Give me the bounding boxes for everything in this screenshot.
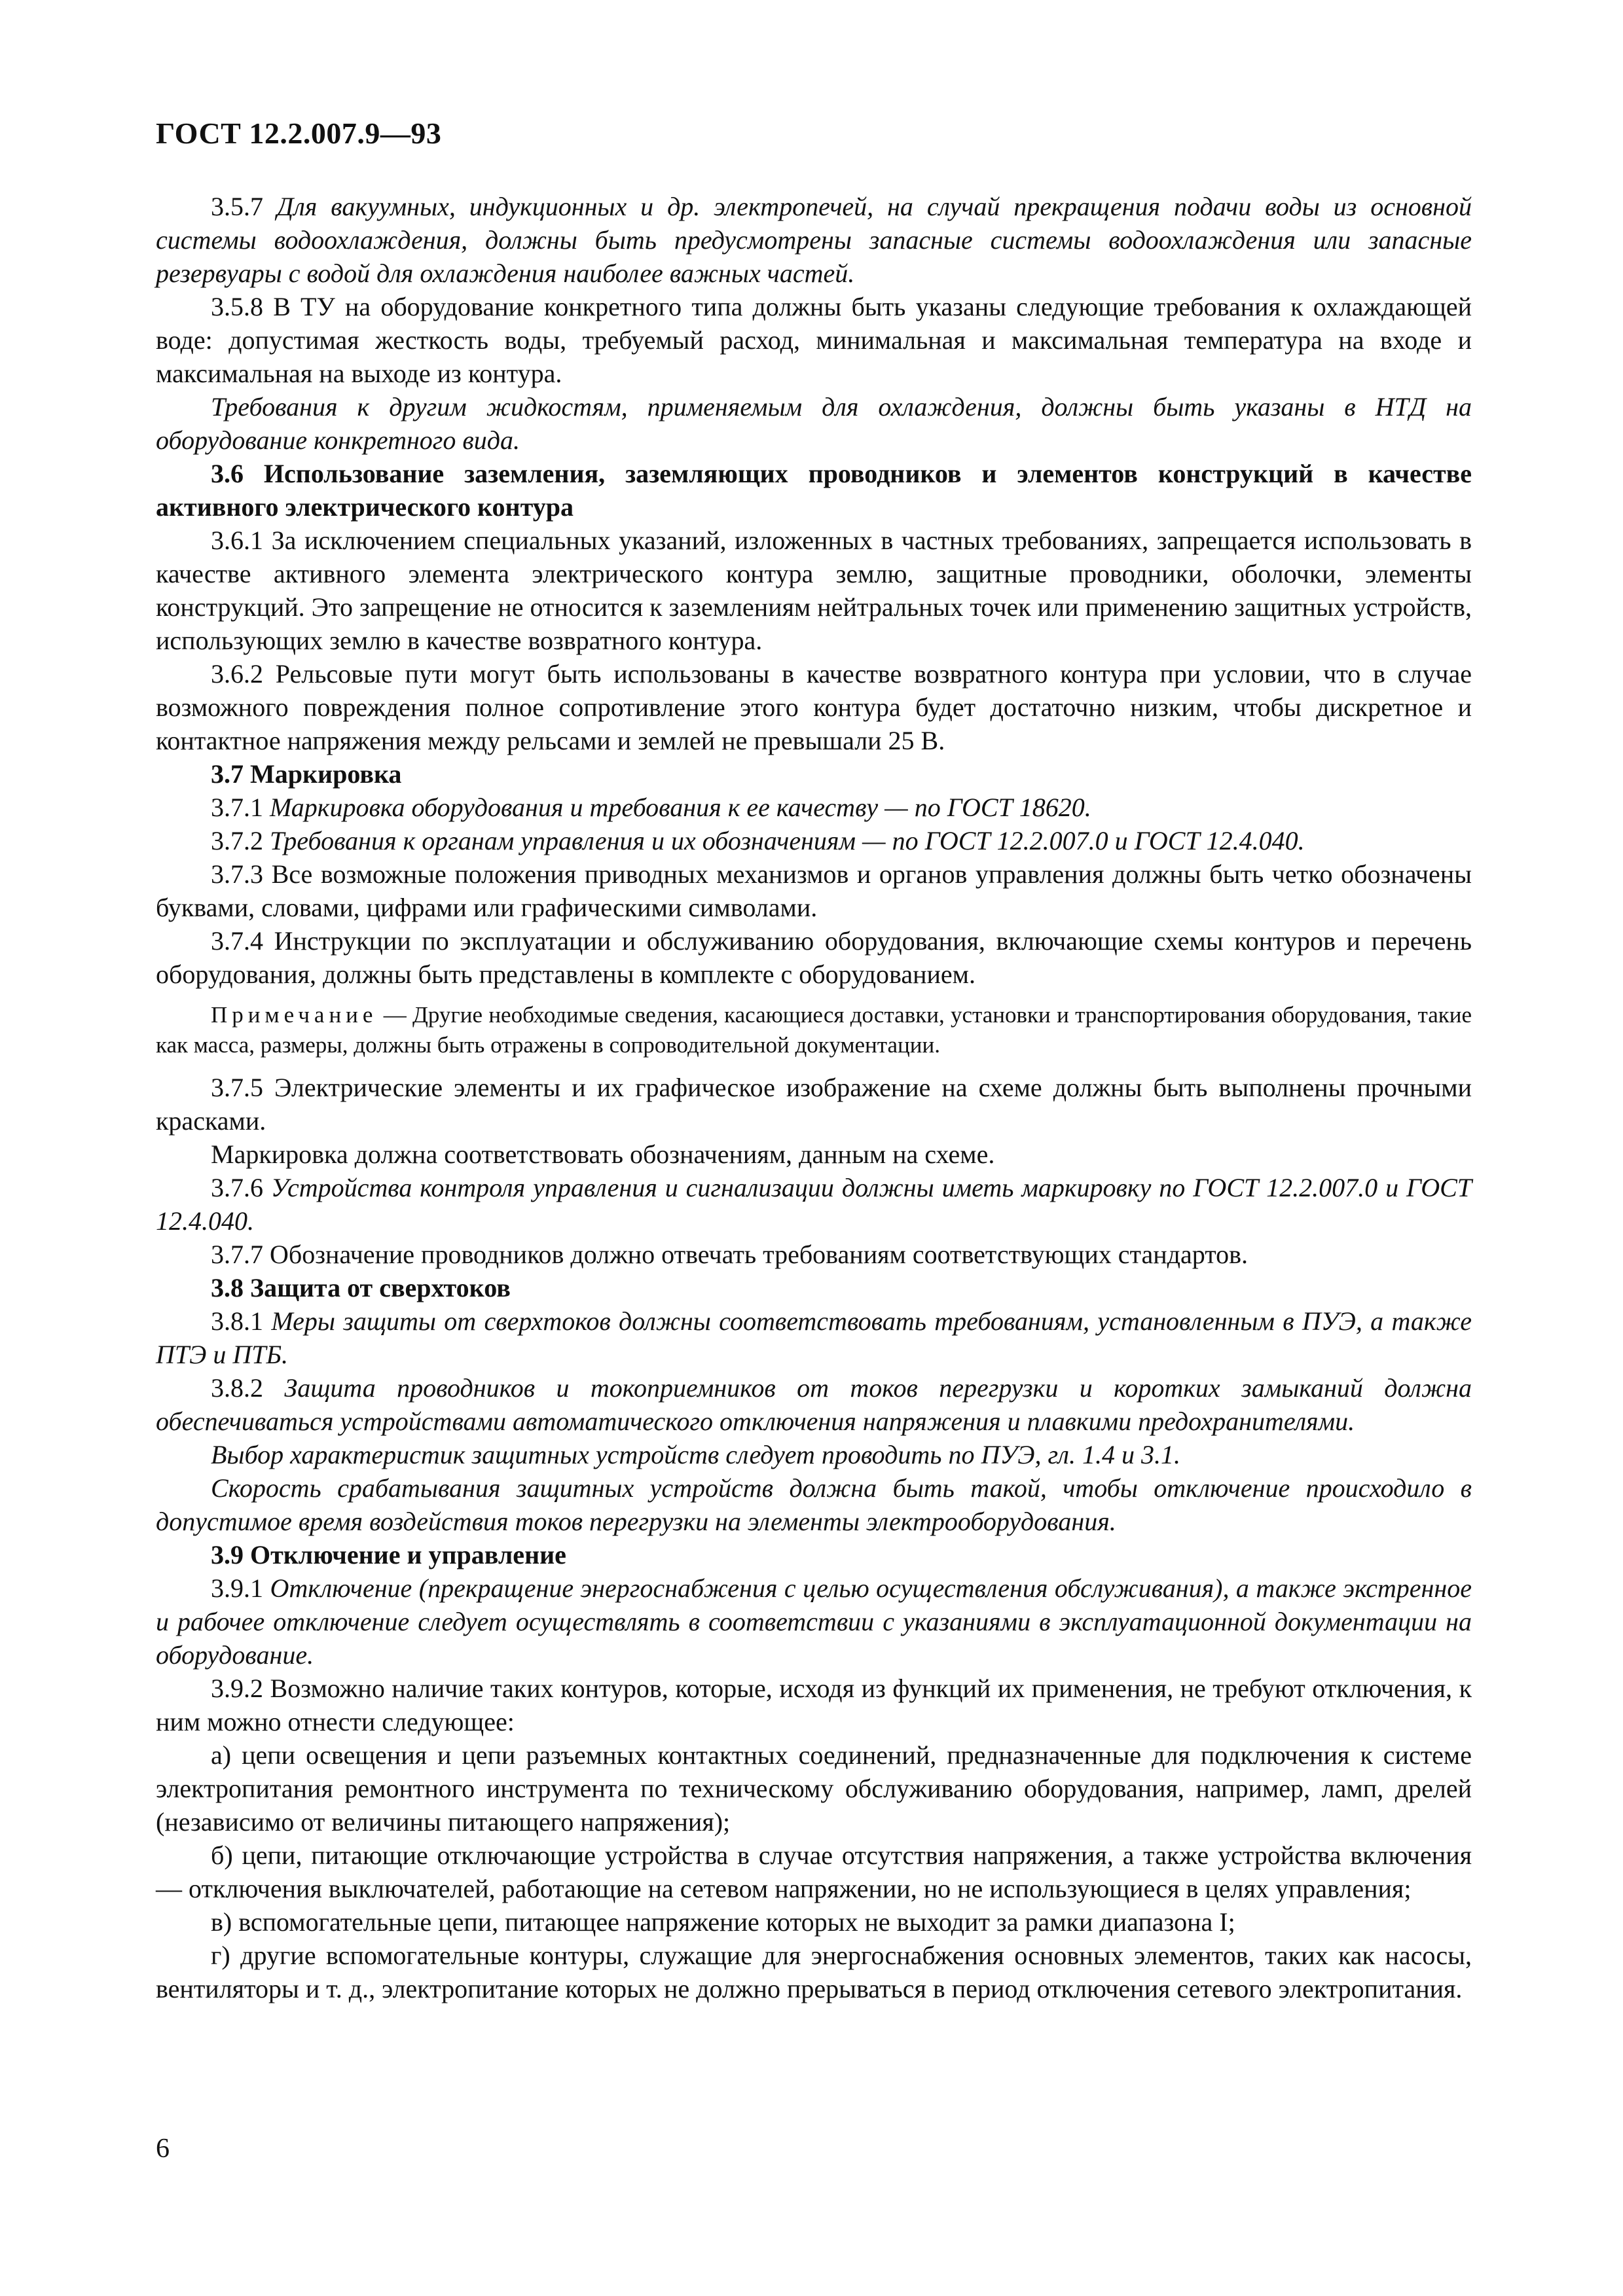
paragraph-3-7-1 bbox=[156, 791, 1472, 824]
paragraph-3-9-2 bbox=[156, 1672, 1472, 1738]
clause-number: 3.9.2 bbox=[211, 1674, 263, 1703]
clause-text: Маркировка оборудования и требования к ее качеству — по ГОСТ 18620. bbox=[270, 793, 1091, 822]
clause-text: Электрические элементы и их графическое изображение на схеме должны быть выполнены прочными красками. bbox=[156, 1073, 1472, 1136]
paragraph-3-7-3 bbox=[156, 857, 1472, 924]
paragraph-3-7-5-cont: Маркировка должна соответствовать обозначениям, данным на схеме. bbox=[211, 1139, 995, 1169]
section-heading-3-6: 3.6 Использование заземления, заземляющих проводников и элементов конструкций в качестве активного электрического контура bbox=[156, 459, 1472, 522]
clause-number: 3.6.1 bbox=[211, 526, 263, 555]
page-number: 6 bbox=[156, 2134, 170, 2164]
clause-text: Инструкции по эксплуатации и обслуживанию оборудования, включающие схемы контуров и перечень оборудования, должны быть представлены в комплекте с оборудованием. bbox=[156, 926, 1472, 989]
paragraph-3-9-1 bbox=[156, 1571, 1472, 1672]
paragraph-3-7-7 bbox=[156, 1238, 1472, 1271]
clause-number: 3.7.5 bbox=[211, 1073, 263, 1102]
section-heading-3-9: 3.9 Отключение и управление bbox=[211, 1540, 566, 1570]
list-item-v: в) вспомогательные цепи, питающее напряжение которых не выходит за рамки диапазона I; bbox=[211, 1907, 1235, 1937]
document-code-header: ГОСТ 12.2.007.9—93 bbox=[156, 117, 442, 150]
paragraph-3-8-2-cont-1: Выбор характеристик защитных устройств следует проводить по ПУЭ, гл. 1.4 и 3.1. bbox=[211, 1440, 1180, 1469]
clause-text: Требования к органам управления и их обозначениям — по ГОСТ 12.2.007.0 и ГОСТ 12.4.040. bbox=[270, 826, 1305, 855]
list-item-g: г) другие вспомогательные контуры, служащие для энергоснабжения основных элементов, таких как насосы, вентиляторы и т. д., электропитание которых не должно прерываться в период отключения сетевого электропитания. bbox=[156, 1941, 1472, 2003]
list-item-b: б) цепи, питающие отключающие устройства в случае отсутствия напряжения, а также устройства включения — отключения выключателей, работающие на сетевом напряжении, но не использующиеся в целях управления; bbox=[156, 1840, 1472, 1903]
clause-number: 3.7.6 bbox=[211, 1173, 263, 1202]
paragraph-3-6-1 bbox=[156, 524, 1472, 657]
paragraph-3-8-1 bbox=[156, 1304, 1472, 1371]
clause-text: Устройства контроля управления и сигнализации должны иметь маркировку по ГОСТ 12.2.007.0 и ГОСТ 12.4.040. bbox=[156, 1173, 1472, 1236]
clause-number: 3.7.1 bbox=[211, 793, 263, 822]
paragraph-3-5-8 bbox=[156, 290, 1472, 390]
clause-number: 3.8.2 bbox=[211, 1373, 263, 1403]
note bbox=[156, 1000, 1472, 1060]
clause-text: Отключение (прекращение энергоснабжения с целью осуществления обслуживания), а также экстренное и рабочее отключение следует осуществлять в соответствии с указаниями в эксплуатационной документации на оборудование. bbox=[156, 1573, 1472, 1670]
note-text: — Другие необходимые сведения, касающиеся доставки, установки и транспортирования оборудования, такие как масса, размеры, должны быть отражены в сопроводительной документации. bbox=[156, 1002, 1472, 1058]
clause-number: 3.7.3 bbox=[211, 859, 263, 889]
clause-text: Рельсовые пути могут быть использованы в качестве возвратного контура при условии, что в случае возможного повреждения полное сопротивление этого контура будет достаточно низким, чтобы дискретное и контактное напряжения между рельсами и землей не превышали 25 В. bbox=[156, 659, 1472, 755]
paragraph-3-5-7 bbox=[156, 190, 1472, 290]
clause-text: Для вакуумных, индукционных и др. электропечей, на случай прекращения подачи воды из основной системы водоохлаждения, должны быть предусмотрены запасные системы водоохлаждения или запасные резервуары с водой для охлаждения наиболее важных частей. bbox=[156, 192, 1472, 288]
clause-text: В ТУ на оборудование конкретного типа должны быть указаны следующие требования к охлаждающей воде: допустимая жесткость воды, требуемый расход, минимальная и максимальная температура на входе и максимальная на выходе из контура. bbox=[156, 292, 1472, 388]
clause-number: 3.9.1 bbox=[211, 1573, 263, 1603]
paragraph-3-8-2 bbox=[156, 1371, 1472, 1438]
clause-number: 3.7.7 bbox=[211, 1240, 263, 1269]
paragraph-3-5-8-cont: Требования к другим жидкостям, применяемым для охлаждения, должны быть указаны в НТД на оборудование конкретного вида. bbox=[156, 392, 1472, 455]
clause-number: 3.7.2 bbox=[211, 826, 263, 855]
clause-number: 3.5.7 bbox=[211, 192, 263, 221]
note-label: Примечание bbox=[211, 1002, 378, 1028]
document-body bbox=[156, 190, 1472, 2005]
section-heading-3-7: 3.7 Маркировка bbox=[211, 759, 402, 789]
clause-text: За исключением специальных указаний, изложенных в частных требованиях, запрещается использовать в качестве активного элемента электрического контура землю, защитные проводники, оболочки, элементы конструкций. Это запрещение не относится к заземлениям нейтральных точек или применению защитных устройств, использующих землю в качестве возвратного контура. bbox=[156, 526, 1472, 655]
clause-text: Возможно наличие таких контуров, которые, исходя из функций их применения, не требуют отключения, к ним можно отнести следующее: bbox=[156, 1674, 1472, 1736]
paragraph-3-7-5 bbox=[156, 1071, 1472, 1138]
clause-number: 3.7.4 bbox=[211, 926, 263, 956]
paragraph-3-7-4 bbox=[156, 924, 1472, 991]
paragraph-3-7-6 bbox=[156, 1171, 1472, 1238]
list-item-a: а) цепи освещения и цепи разъемных контактных соединений, предназначенные для подключения к системе электропитания ремонтного инструмента по техническому обслуживанию оборудования, например, ламп, дрелей (независимо от величины питающего напряжения); bbox=[156, 1740, 1472, 1837]
clause-text: Обозначение проводников должно отвечать требованиям соответствующих стандартов. bbox=[270, 1240, 1249, 1269]
clause-text: Меры защиты от сверхтоков должны соответствовать требованиям, установленным в ПУЭ, а также ПТЭ и ПТБ. bbox=[156, 1306, 1472, 1369]
paragraph-3-6-2 bbox=[156, 657, 1472, 757]
section-heading-3-8: 3.8 Защита от сверхтоков bbox=[211, 1273, 511, 1302]
clause-text: Все возможные положения приводных механизмов и органов управления должны быть четко обозначены буквами, словами, цифрами или графическими символами. bbox=[156, 859, 1472, 922]
clause-number: 3.6.2 bbox=[211, 659, 263, 689]
clause-number: 3.8.1 bbox=[211, 1306, 263, 1336]
paragraph-3-7-2 bbox=[156, 824, 1472, 857]
clause-number: 3.5.8 bbox=[211, 292, 263, 321]
paragraph-3-8-2-cont-2: Скорость срабатывания защитных устройств должна быть такой, чтобы отключение происходило в допустимое время воздействия токов перегрузки на элементы электрооборудования. bbox=[156, 1473, 1472, 1536]
clause-text: Защита проводников и токоприемников от токов перегрузки и коротких замыканий должна обеспечиваться устройствами автоматического отключения напряжения и плавкими предохранителями. bbox=[156, 1373, 1472, 1436]
